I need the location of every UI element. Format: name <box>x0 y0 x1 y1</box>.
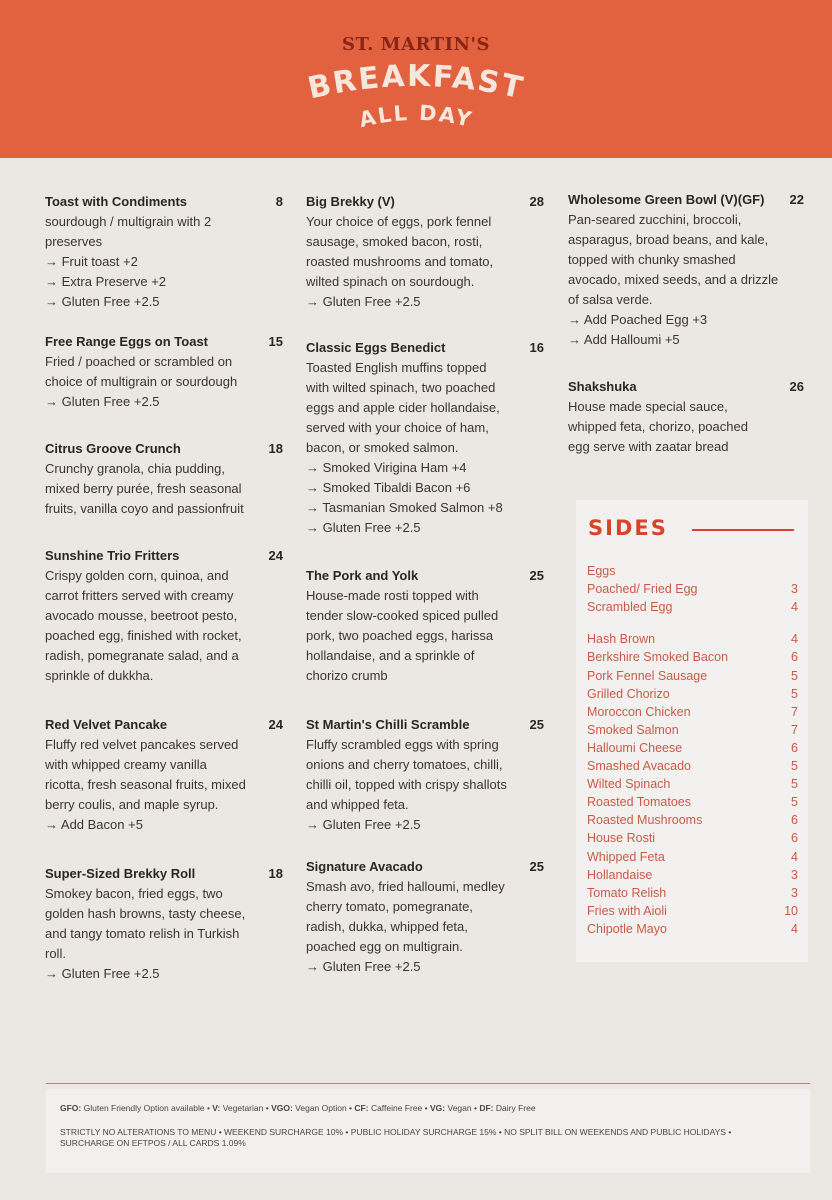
menu-item-price: 22 <box>789 192 804 207</box>
menu-item-description: poached egg on multigrain. <box>306 939 463 954</box>
legend-code: DF: <box>479 1103 494 1113</box>
menu-item-description: preserves <box>45 234 103 249</box>
menu-item-name: Sunshine Trio Fritters <box>45 548 180 563</box>
menu-item-description: pork, two poached eggs, harissa <box>306 628 494 643</box>
side-item-price: 7 <box>791 704 798 719</box>
menu-item-header <box>306 715 544 735</box>
side-item-name: Whipped Feta <box>587 849 665 864</box>
menu-item-description: hollandaise, and a sprinkle of <box>306 648 475 663</box>
menu-title-line1: BREAKFAST <box>304 62 528 107</box>
menu-item-name: Signature Avacado <box>306 859 423 874</box>
menu-item-description: roasted mushrooms and tomato, <box>306 254 494 269</box>
side-item-name: Moroccon Chicken <box>587 704 691 719</box>
menu-item-description: sprinkle of dukkha. <box>45 668 154 683</box>
menu-item-name: Toast with Condiments <box>45 194 188 209</box>
menu-item-name: Red Velvet Pancake <box>45 717 168 732</box>
side-item-name: Smoked Salmon <box>587 722 679 737</box>
menu-item-addon: → Add Poached Egg +3 <box>568 312 708 327</box>
menu-item-description: Fried / poached or scrambled on <box>45 354 233 369</box>
menu-item-header <box>306 338 544 358</box>
dietary-legend <box>60 1103 536 1114</box>
side-item-name: Berkshire Smoked Bacon <box>587 650 729 665</box>
menu-item-price: 25 <box>529 717 544 732</box>
side-item <box>587 848 798 866</box>
menu-item-header <box>306 192 544 212</box>
menu-item-description: whipped feta, chorizo, poached <box>568 419 748 434</box>
side-item <box>587 829 798 847</box>
menu-item-header <box>306 857 544 877</box>
menu-item-header <box>306 566 544 586</box>
side-item <box>587 703 798 721</box>
menu-item-addon: → Extra Preserve +2 <box>45 274 167 289</box>
menu-footer <box>46 1089 810 1173</box>
legend-text: Vegetarian <box>222 1103 264 1113</box>
menu-item-addon: → Gluten Free +2.5 <box>306 959 421 974</box>
menu-item-description: Fluffy scrambled eggs with spring <box>306 737 499 752</box>
side-item <box>587 793 798 811</box>
menu-item-header <box>45 192 283 212</box>
sides-title: SIDES <box>588 516 668 540</box>
menu-item <box>45 864 283 984</box>
menu-item <box>306 715 544 835</box>
side-item-price: 5 <box>791 686 798 701</box>
menu-item-description: Your choice of eggs, pork fennel <box>306 214 492 229</box>
menu-item-description: with wilted spinach, two poached <box>306 380 496 395</box>
side-item-price: 5 <box>791 759 798 773</box>
menu-item-description: and tangy tomato relish in Turkish <box>45 926 240 941</box>
legend-text: Gluten Friendly Option available <box>83 1103 205 1113</box>
menu-item-description: bacon, or smoked salmon. <box>306 440 459 455</box>
side-item-price: 5 <box>791 795 798 810</box>
menu-item-description: tender slow-cooked spiced pulled <box>306 608 499 623</box>
menu-item-description: Crunchy granola, chia pudding, <box>45 461 225 476</box>
menu-item-price: 24 <box>268 548 283 563</box>
legend-text: Caffeine Free <box>370 1103 423 1113</box>
menu-item-description: House-made rosti topped with <box>306 588 479 603</box>
side-item-price: 3 <box>791 885 798 900</box>
side-item-price: 3 <box>791 867 798 882</box>
side-item-name: Poached/ Fried Egg <box>587 582 698 597</box>
legend-code: V: <box>212 1103 221 1113</box>
menu-item-header <box>45 332 283 352</box>
legend-separator: • <box>422 1103 430 1113</box>
surcharge-notice: STRICTLY NO ALTERATIONS TO MENU • WEEKEND SURCHARGE 10% • PUBLIC HOLIDAY SURCHARGE 15% • NO SPLIT BILL ON WEEKENDS AND PUBLIC HOLIDAYS • SURCHARGE ON EFTPOS / ALL CARDS 1.09% <box>60 1127 732 1148</box>
menu-item-addon: → Tasmanian Smoked Salmon +8 <box>306 500 503 515</box>
legend-text: Vegan <box>447 1103 472 1113</box>
side-item-name: Hollandaise <box>587 867 653 882</box>
menu-item-name: Shakshuka <box>568 379 637 394</box>
side-item-price: 4 <box>791 632 798 647</box>
menu-item-description: ricotta, fresh seasonal fruits, mixed <box>45 777 246 792</box>
side-item-name: Wilted Spinach <box>587 777 671 792</box>
menu-item-description: fruits, vanilla coyo and passionfruit <box>45 501 244 516</box>
side-item <box>587 902 798 920</box>
menu-item-header <box>45 864 283 884</box>
side-item-name: House Rosti <box>587 831 656 846</box>
menu-item-description: House made special sauce, <box>568 399 728 414</box>
menu-item-description: eggs and apple cider hollandaise, <box>306 400 500 415</box>
menu-item-header <box>45 439 283 459</box>
side-item-name: Eggs <box>587 564 616 578</box>
side-item-price: 4 <box>791 921 798 936</box>
side-item-name: Roasted Tomatoes <box>587 795 691 810</box>
legend-code: VGO: <box>271 1103 293 1113</box>
side-item-name: Pork Fennel Sausage <box>587 668 708 683</box>
side-item-price: 7 <box>791 722 798 737</box>
menu-item-description: chorizo crumb <box>306 668 388 683</box>
menu-item-description: Pan-seared zucchini, broccoli, <box>568 212 742 227</box>
menu-item-name: Super-Sized Brekky Roll <box>45 866 196 881</box>
menu-item <box>568 190 804 350</box>
side-item-name: Grilled Chorizo <box>587 686 670 701</box>
menu-item-name: St Martin's Chilli Scramble <box>306 717 470 732</box>
menu-item-price: 18 <box>268 441 283 456</box>
side-item <box>587 775 798 793</box>
menu-item-price: 26 <box>789 379 804 394</box>
menu-item-description: egg serve with zaatar bread <box>568 439 729 454</box>
menu-title-arc <box>266 62 566 134</box>
menu-item <box>306 338 544 538</box>
legend-code: VG: <box>430 1103 446 1113</box>
side-item <box>587 920 798 938</box>
side-item-name: Halloumi Cheese <box>587 740 683 755</box>
side-item-name: Tomato Relish <box>587 885 667 900</box>
legend-separator: • <box>346 1103 355 1113</box>
menu-item <box>568 377 804 457</box>
menu-item-price: 16 <box>529 340 544 355</box>
menu-item <box>45 192 283 312</box>
menu-item-description: topped with chunky smashed <box>568 252 736 267</box>
menu-item-description: chilli oil, topped with crispy shallots <box>306 777 507 792</box>
side-item-name: Smashed Avacado <box>587 759 692 773</box>
menu-item-description: poached egg, finished with rocket, <box>45 628 242 643</box>
menu-item-header <box>568 190 804 210</box>
menu-item-name: Free Range Eggs on Toast <box>45 334 209 349</box>
menu-item-addon: → Smoked Tibaldi Bacon +6 <box>306 480 471 495</box>
menu-item-addon: → Gluten Free +2.5 <box>45 294 160 309</box>
side-item <box>587 884 798 902</box>
side-item <box>587 562 798 580</box>
menu-item-price: 8 <box>275 194 283 209</box>
menu-item-price: 24 <box>268 717 283 732</box>
side-item <box>587 630 798 648</box>
side-item <box>587 667 798 685</box>
menu-item-name: The Pork and Yolk <box>306 568 419 583</box>
menu-item-description: avocado mousse, beetroot pesto, <box>45 608 238 623</box>
menu-header <box>0 0 832 158</box>
menu-item-description: Smash avo, fried halloumi, medley <box>306 879 505 894</box>
side-item <box>587 598 798 616</box>
menu-item-description: of salsa verde. <box>568 292 653 307</box>
menu-item-name: Wholesome Green Bowl (V)(GF) <box>568 192 765 207</box>
menu-item-description: choice of multigrain or sourdough <box>45 374 238 389</box>
menu-item-price: 25 <box>529 568 544 583</box>
side-item-price: 10 <box>784 903 798 918</box>
side-item-name: Chipotle Mayo <box>587 921 667 936</box>
menu-item-description: Crispy golden corn, quinoa, and <box>45 568 229 583</box>
menu-item-description: avocado, mixed seeds, and a drizzle <box>568 272 779 287</box>
menu-item-addon: → Smoked Virigina Ham +4 <box>306 460 467 475</box>
sides-panel <box>576 500 808 962</box>
side-item-price: 4 <box>791 600 798 615</box>
side-item-price: 4 <box>791 849 798 864</box>
menu-item-name: Big Brekky (V) <box>306 194 395 209</box>
side-item-price: 6 <box>791 831 798 846</box>
menu-item-addon: → Gluten Free +2.5 <box>306 520 421 535</box>
side-item-price: 6 <box>791 650 798 665</box>
side-item-price: 6 <box>791 813 798 828</box>
menu-item-description: with whipped creamy vanilla <box>45 757 207 772</box>
menu-item-description: Smokey bacon, fried eggs, two <box>45 886 223 901</box>
legend-code: GFO: <box>60 1103 82 1113</box>
menu-item <box>45 332 283 412</box>
menu-item-header <box>568 377 804 397</box>
menu-item-description: cherry tomato, pomegranate, <box>306 899 473 914</box>
menu-item-description: golden hash browns, tasty cheese, <box>45 906 246 921</box>
menu-item-description: Toasted English muffins topped <box>306 360 487 375</box>
side-item <box>587 811 798 829</box>
brand-name: ST. MARTIN'S <box>342 34 490 55</box>
menu-item-name: Citrus Groove Crunch <box>45 441 181 456</box>
menu-item-addon: → Add Bacon +5 <box>45 817 143 832</box>
menu-item-addon: → Fruit toast +2 <box>45 254 138 269</box>
menu-title-line2: ALL DAY <box>356 100 476 133</box>
menu-item-addon: → Add Halloumi +5 <box>568 332 680 347</box>
footer-divider <box>46 1083 810 1084</box>
menu-item-description: sausage, smoked bacon, rosti, <box>306 234 483 249</box>
menu-item <box>306 192 544 312</box>
menu-item-price: 28 <box>529 194 544 209</box>
side-item <box>587 739 798 757</box>
side-item-name: Scrambled Egg <box>587 600 673 615</box>
menu-item <box>45 715 283 835</box>
menu-item <box>45 546 283 686</box>
side-item-name: Roasted Mushrooms <box>587 813 703 828</box>
menu-item-description: asparagus, broad beans, and kale, <box>568 232 769 247</box>
side-item-name: Fries with Aioli <box>587 903 667 918</box>
side-item <box>587 648 798 666</box>
menu-item-description: radish, pomegranate salad, and a <box>45 648 239 663</box>
menu-item-header <box>45 715 283 735</box>
menu-item-addon: → Gluten Free +2.5 <box>306 817 421 832</box>
side-item-price: 5 <box>791 777 798 792</box>
menu-item-addon: → Gluten Free +2.5 <box>306 294 421 309</box>
side-item <box>587 580 798 598</box>
menu-item-addon: → Gluten Free +2.5 <box>45 966 160 981</box>
menu-item-price: 15 <box>268 334 283 349</box>
side-item <box>587 721 798 739</box>
menu-item-header <box>45 546 283 566</box>
side-item <box>587 685 798 703</box>
menu-item-description: served with your choice of ham, <box>306 420 489 435</box>
menu-item-price: 18 <box>268 866 283 881</box>
menu-item-description: roll. <box>45 946 66 961</box>
legend-separator: • <box>204 1103 213 1113</box>
legend-code: CF: <box>354 1103 369 1113</box>
menu-item-description: radish, dukka, whipped feta, <box>306 919 468 934</box>
legend-text: Dairy Free <box>495 1103 536 1113</box>
side-item-price: 6 <box>791 740 798 755</box>
menu-item <box>306 857 544 977</box>
legend-text: Vegan Option <box>295 1103 347 1113</box>
menu-item-description: onions and cherry tomatoes, chilli, <box>306 757 503 772</box>
menu-item-description: Fluffy red velvet pancakes served <box>45 737 239 752</box>
legend-separator: • <box>263 1103 272 1113</box>
menu-item-price: 25 <box>529 859 544 874</box>
side-item <box>587 757 798 775</box>
side-item-price: 3 <box>791 582 798 597</box>
menu-item-description: mixed berry purée, fresh seasonal <box>45 481 242 496</box>
menu-item-description: and whipped feta. <box>306 797 409 812</box>
menu-item-addon: → Gluten Free +2.5 <box>45 394 160 409</box>
side-item <box>587 866 798 884</box>
menu-item <box>306 566 544 686</box>
menu-item-description: berry coulis, and maple syrup. <box>45 797 219 812</box>
menu-item-description: sourdough / multigrain with 2 <box>45 214 212 229</box>
menu-item <box>45 439 283 519</box>
legend-separator: • <box>471 1103 480 1113</box>
side-item-price: 5 <box>791 668 798 683</box>
menu-item-description: carrot fritters served with creamy <box>45 588 234 603</box>
menu-item-name: Classic Eggs Benedict <box>306 340 446 355</box>
sides-title-rule <box>692 529 794 531</box>
menu-item-description: wilted spinach on sourdough. <box>306 274 475 289</box>
side-item-name: Hash Brown <box>587 632 656 647</box>
